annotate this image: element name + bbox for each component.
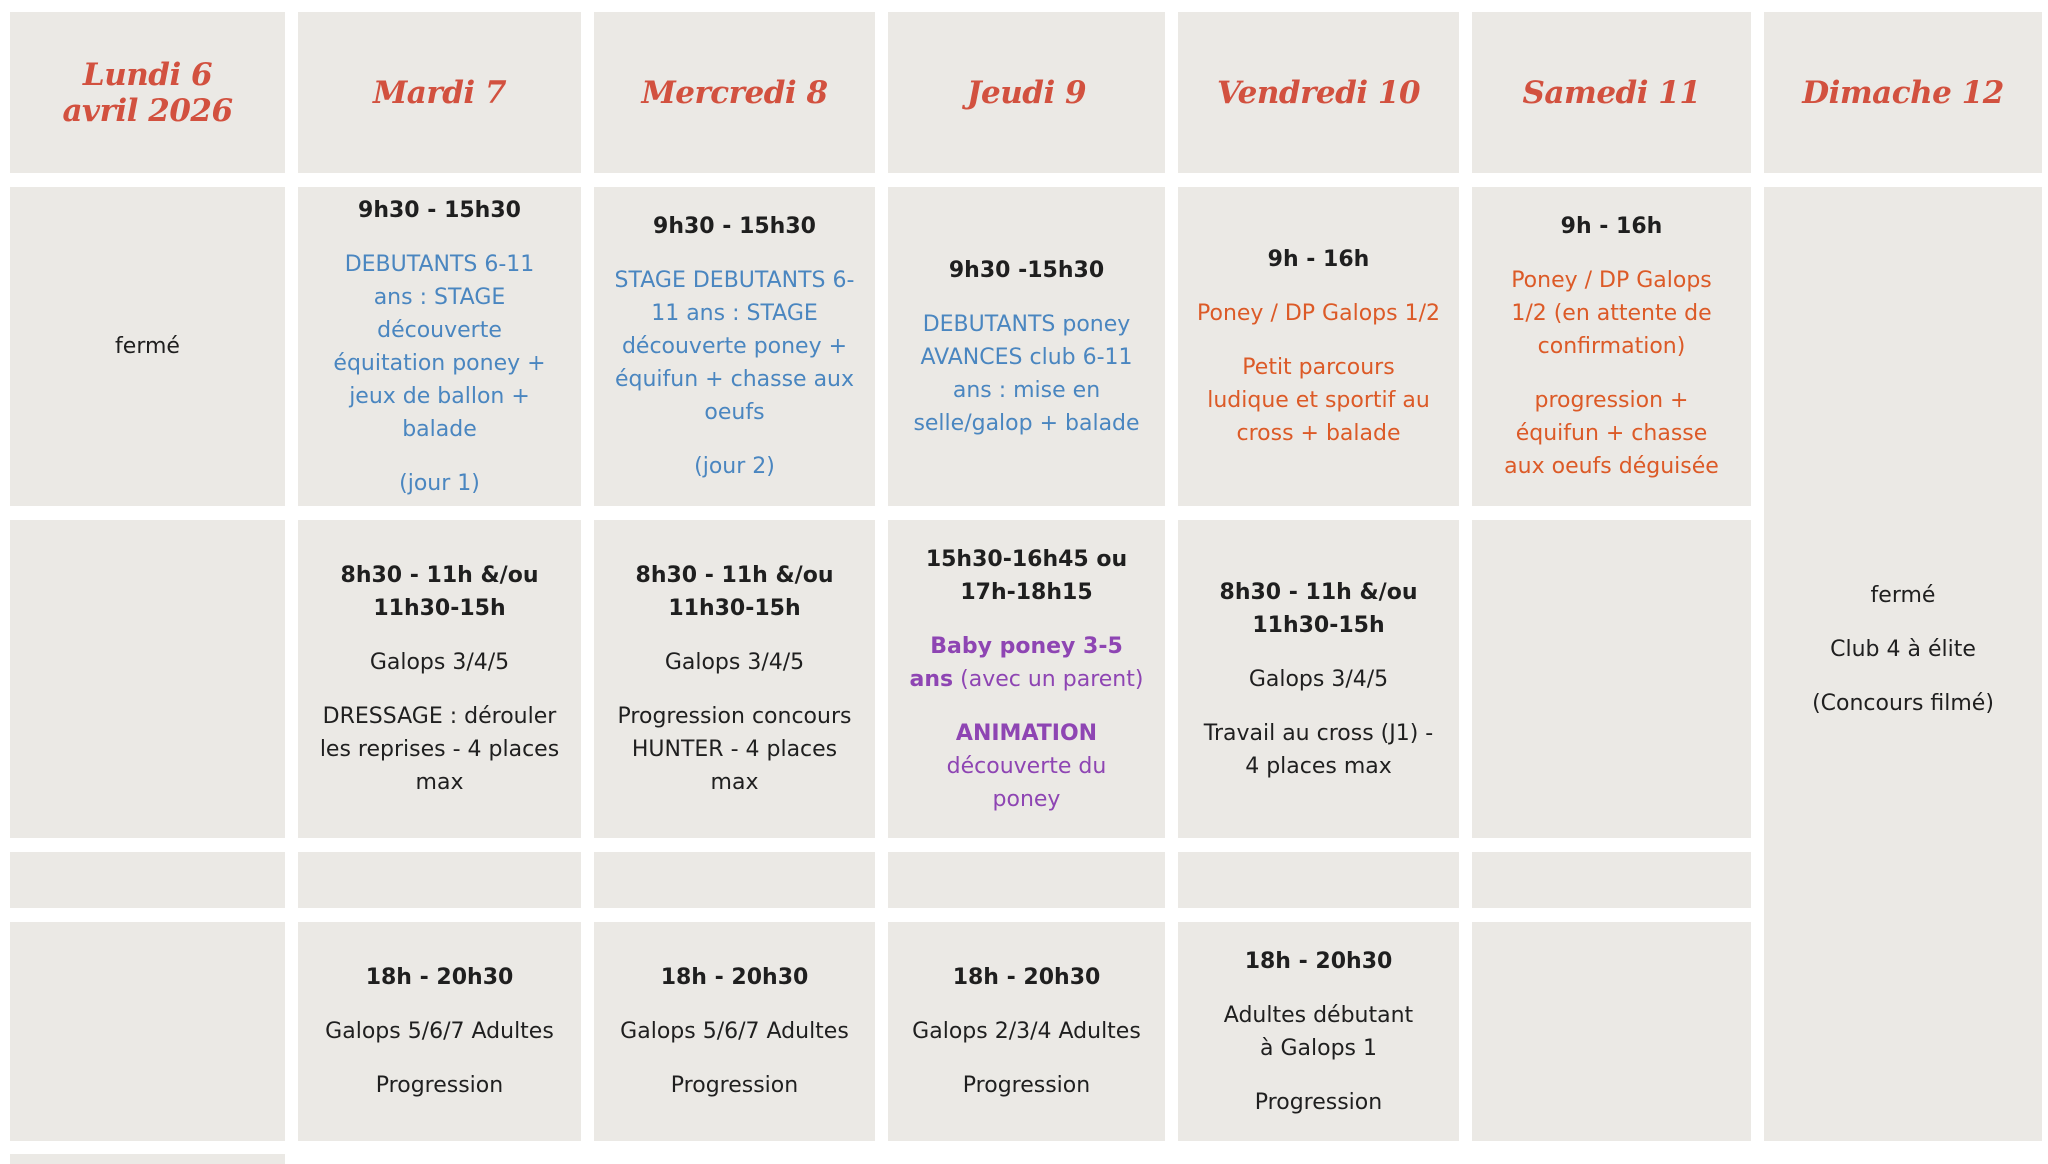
header-saturday-label: Samedi 11 xyxy=(1522,74,1701,111)
header-thursday xyxy=(888,12,1165,173)
time-label: 18h - 20h30 xyxy=(952,965,1101,990)
activity-description: Progression xyxy=(375,1073,504,1098)
time-label: 18h - 20h30 xyxy=(1244,948,1393,974)
slot-wednesday-row3 xyxy=(594,852,875,908)
header-thursday-label: Jeudi 9 xyxy=(966,74,1087,111)
slot-saturday-row1 xyxy=(1472,187,1751,506)
slot-sunday xyxy=(1764,187,2042,1141)
activity-description: Petit parcours ludique et sportif au cross + balade xyxy=(1207,355,1430,446)
time-label: 8h30 - 11h &/ou 11h30-15h xyxy=(635,563,834,621)
activity-description: Progression xyxy=(670,1073,799,1098)
header-friday-label: Vendredi 10 xyxy=(1216,74,1421,111)
slot-monday-row1 xyxy=(10,187,285,506)
header-wednesday-label: Mercredi 8 xyxy=(641,74,828,111)
animation-block xyxy=(927,717,1127,816)
animation-label: ANIMATION xyxy=(955,720,1098,746)
level-label: Poney / DP Galops 1/2 xyxy=(1197,301,1440,326)
day-number-label: (jour 2) xyxy=(694,454,775,479)
level-label: Galops 3/4/5 xyxy=(369,650,510,675)
closed-label: fermé xyxy=(1870,582,1936,608)
slot-friday-row1 xyxy=(1178,187,1459,506)
level-label: Poney / DP Galops 1/2 (en attente de confirmation) xyxy=(1511,268,1712,359)
header-saturday xyxy=(1472,12,1751,173)
activity-description: STAGE DEBUTANTS 6-11 ans : STAGE découverte poney + équifun + chasse aux oeufs xyxy=(614,268,855,425)
slot-thursday-row3 xyxy=(888,852,1165,908)
header-friday xyxy=(1178,12,1459,173)
activity-description: Travail au cross (J1) - 4 places max xyxy=(1203,720,1434,779)
slot-wednesday-row1 xyxy=(594,187,875,506)
time-label: 9h30 -15h30 xyxy=(948,257,1105,283)
slot-wednesday-row4 xyxy=(594,922,875,1141)
slot-friday-row4 xyxy=(1178,922,1459,1141)
slot-friday-row3 xyxy=(1178,852,1459,908)
slot-tuesday-row3 xyxy=(298,852,581,908)
header-sunday-label: Dimache 12 xyxy=(1802,74,2004,111)
level-label: Galops 5/6/7 Adultes xyxy=(325,1019,554,1044)
activity-description: DRESSAGE : dérouler les reprises - 4 places max xyxy=(319,704,560,795)
slot-monday-row2 xyxy=(10,520,285,838)
time-label: 18h - 20h30 xyxy=(660,965,809,990)
slot-saturday-row4 xyxy=(1472,922,1751,1141)
header-monday-label: Lundi 6 avril 2026 xyxy=(62,56,233,129)
closed-label: fermé xyxy=(115,334,180,359)
header-tuesday xyxy=(298,12,581,173)
slot-thursday-row4 xyxy=(888,922,1165,1141)
activity-description xyxy=(907,630,1147,696)
activity-description: progression + équifun + chasse aux oeufs déguisée xyxy=(1504,388,1719,479)
level-label: Adultes débutant à Galops 1 xyxy=(1223,1002,1414,1061)
header-wednesday xyxy=(594,12,875,173)
time-label: 18h - 20h30 xyxy=(365,965,514,990)
header-tuesday-label: Mardi 7 xyxy=(372,74,507,111)
activity-description: DEBUTANTS poney AVANCES club 6-11 ans : mise en selle/galop + balade xyxy=(913,311,1140,436)
level-label: Galops 5/6/7 Adultes xyxy=(620,1019,849,1044)
discover-label: découverte du poney xyxy=(946,753,1107,812)
slot-monday-row3 xyxy=(10,852,285,908)
time-label: 15h30-16h45 ou 17h-18h15 xyxy=(925,546,1128,605)
time-label: 8h30 - 11h &/ou 11h30-15h xyxy=(1219,579,1418,638)
slot-thursday-row1 xyxy=(888,187,1165,506)
time-label: 9h - 16h xyxy=(1560,214,1663,239)
slot-monday-row4 xyxy=(10,922,285,1141)
level-label: Galops 2/3/4 Adultes xyxy=(912,1019,1141,1044)
level-label: Club 4 à élite xyxy=(1830,636,1976,662)
baby-poney-label: Baby poney 3-5 ans xyxy=(909,633,1123,692)
note-label: (Concours filmé) xyxy=(1812,690,1994,716)
time-label: 8h30 - 11h &/ou 11h30-15h xyxy=(340,563,539,621)
next-row-peek-monday xyxy=(10,1154,285,1164)
slot-saturday-row2 xyxy=(1472,520,1751,838)
activity-description: Progression xyxy=(962,1073,1091,1098)
slot-tuesday-row1 xyxy=(298,187,581,506)
activity-description: Progression concours HUNTER - 4 places max xyxy=(617,704,852,795)
parent-note: (avec un parent) xyxy=(960,666,1144,692)
slot-saturday-row3 xyxy=(1472,852,1751,908)
activity-description: Progression xyxy=(1254,1089,1383,1115)
header-monday xyxy=(10,12,285,173)
time-label: 9h30 - 15h30 xyxy=(653,214,816,239)
level-label: Galops 3/4/5 xyxy=(664,650,805,675)
day-number-label: (jour 1) xyxy=(399,470,480,496)
time-label: 9h30 - 15h30 xyxy=(358,197,521,223)
slot-tuesday-row4 xyxy=(298,922,581,1141)
time-label: 9h - 16h xyxy=(1267,247,1370,272)
header-sunday xyxy=(1764,12,2042,173)
slot-thursday-row2 xyxy=(888,520,1165,838)
level-label: Galops 3/4/5 xyxy=(1248,666,1389,692)
slot-tuesday-row2 xyxy=(298,520,581,838)
activity-description: DEBUTANTS 6-11 ans : STAGE découverte équitation poney + jeux de ballon + balade xyxy=(333,251,546,442)
slot-friday-row2 xyxy=(1178,520,1459,838)
slot-wednesday-row2 xyxy=(594,520,875,838)
